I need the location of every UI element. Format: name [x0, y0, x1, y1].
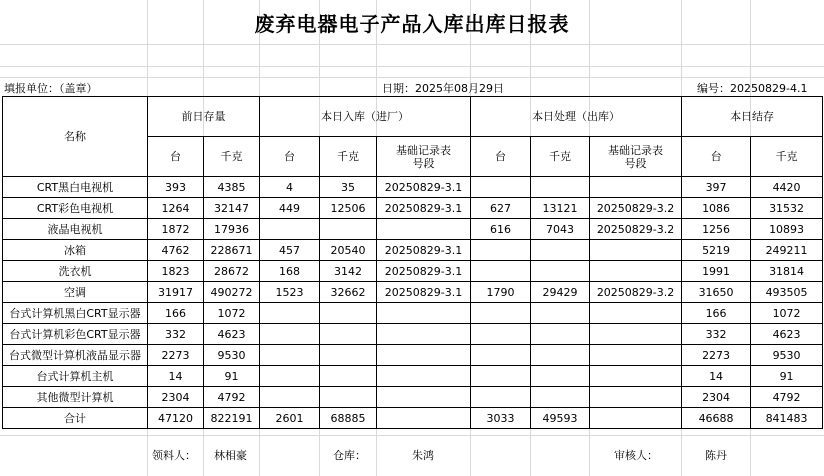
cell-prev-count: 4762 [148, 240, 204, 261]
cell-in-kg [320, 387, 377, 408]
cell-prev-count: 2273 [148, 345, 204, 366]
cell-in-kg [320, 366, 377, 387]
table-body [3, 177, 823, 429]
cell-end-kg: 493505 [751, 282, 823, 303]
table-row [3, 282, 823, 303]
header-out-count: 台 [471, 137, 531, 177]
header-row-group [3, 97, 823, 137]
cell-out-kg [531, 240, 590, 261]
cell-end-kg: 841483 [751, 408, 823, 429]
cell-name: 冰箱 [3, 240, 148, 261]
cell-end-kg: 31814 [751, 261, 823, 282]
cell-in-kg: 3142 [320, 261, 377, 282]
cell-out-record [590, 387, 682, 408]
cell-prev-kg: 822191 [204, 408, 260, 429]
cell-end-kg: 249211 [751, 240, 823, 261]
table-row [3, 324, 823, 345]
cell-end-kg: 91 [751, 366, 823, 387]
cell-end-count: 1086 [682, 198, 751, 219]
cell-name: 液晶电视机 [3, 219, 148, 240]
cell-prev-kg: 4623 [204, 324, 260, 345]
header-prev-kg: 千克 [204, 137, 260, 177]
cell-out-record [590, 261, 682, 282]
inventory-table [2, 96, 823, 429]
cell-prev-kg: 1072 [204, 303, 260, 324]
picker-name: 林相豪 [214, 449, 247, 462]
cell-out-count: 3033 [471, 408, 531, 429]
cell-out-record: 20250829-3.2 [590, 198, 682, 219]
picker-label: 领料人： [152, 449, 196, 462]
cell-end-count: 166 [682, 303, 751, 324]
cell-end-count: 1256 [682, 219, 751, 240]
cell-out-record [590, 324, 682, 345]
cell-out-record [590, 240, 682, 261]
cell-name: 台式计算机主机 [3, 366, 148, 387]
cell-in-count: 4 [260, 177, 320, 198]
cell-out-kg: 13121 [531, 198, 590, 219]
cell-out-count [471, 261, 531, 282]
cell-out-kg [531, 177, 590, 198]
number-label: 编号： [697, 82, 730, 95]
cell-in-kg: 32662 [320, 282, 377, 303]
cell-in-count: 1523 [260, 282, 320, 303]
cell-in-record [377, 345, 471, 366]
cell-in-kg [320, 345, 377, 366]
cell-out-kg [531, 324, 590, 345]
record-label-line2: 号段 [624, 156, 647, 170]
cell-in-record: 20250829-3.1 [377, 177, 471, 198]
cell-end-count: 46688 [682, 408, 751, 429]
cell-prev-count: 332 [148, 324, 204, 345]
cell-name: 合计 [3, 408, 148, 429]
cell-end-count: 397 [682, 177, 751, 198]
header-prev-stock: 前日存量 [148, 97, 260, 137]
warehouse-name: 朱鸿 [412, 449, 434, 462]
signature-row [0, 440, 824, 470]
cell-in-record [377, 303, 471, 324]
header-in-record [377, 137, 471, 177]
cell-out-count: 616 [471, 219, 531, 240]
cell-in-record: 20250829-3.1 [377, 282, 471, 303]
cell-in-record: 20250829-3.1 [377, 198, 471, 219]
cell-out-count [471, 387, 531, 408]
table-row [3, 240, 823, 261]
cell-name: 空调 [3, 282, 148, 303]
cell-end-kg: 4420 [751, 177, 823, 198]
header-out-record [590, 137, 682, 177]
cell-in-kg: 20540 [320, 240, 377, 261]
cell-in-count: 449 [260, 198, 320, 219]
report-date [382, 80, 504, 96]
header-end-stock: 本日结存 [682, 97, 823, 137]
table-row [3, 408, 823, 429]
cell-in-kg: 35 [320, 177, 377, 198]
header-in-kg: 千克 [320, 137, 377, 177]
date-label: 日期： [382, 82, 415, 95]
cell-end-count: 5219 [682, 240, 751, 261]
header-out-kg: 千克 [531, 137, 590, 177]
cell-out-kg: 7043 [531, 219, 590, 240]
cell-in-record [377, 366, 471, 387]
date-value: 2025年08月29日 [415, 82, 504, 95]
cell-prev-count: 2304 [148, 387, 204, 408]
cell-prev-kg: 91 [204, 366, 260, 387]
grid-line [0, 66, 824, 67]
cell-prev-kg: 4792 [204, 387, 260, 408]
cell-end-count: 332 [682, 324, 751, 345]
table-row [3, 219, 823, 240]
cell-name: 台式微型计算机液晶显示器 [3, 345, 148, 366]
cell-end-kg: 1072 [751, 303, 823, 324]
cell-out-record [590, 303, 682, 324]
cell-end-kg: 31532 [751, 198, 823, 219]
cell-out-record: 20250829-3.2 [590, 219, 682, 240]
cell-name: CRT彩色电视机 [3, 198, 148, 219]
table-row [3, 261, 823, 282]
cell-in-count [260, 324, 320, 345]
cell-end-kg: 4623 [751, 324, 823, 345]
cell-in-count [260, 219, 320, 240]
cell-name: 台式计算机彩色CRT显示器 [3, 324, 148, 345]
cell-in-count: 457 [260, 240, 320, 261]
cell-in-record [377, 408, 471, 429]
header-out-today: 本日处理（出库） [471, 97, 682, 137]
cell-in-kg: 12506 [320, 198, 377, 219]
cell-end-kg: 10893 [751, 219, 823, 240]
cell-out-count [471, 324, 531, 345]
cell-prev-count: 393 [148, 177, 204, 198]
cell-in-kg [320, 324, 377, 345]
record-label-line1: 基础记录表 [396, 143, 452, 157]
cell-prev-count: 1872 [148, 219, 204, 240]
reviewer-name: 陈丹 [705, 449, 727, 462]
cell-prev-count: 1264 [148, 198, 204, 219]
cell-end-count: 14 [682, 366, 751, 387]
report-number [697, 80, 807, 96]
cell-out-record [590, 408, 682, 429]
cell-name: 台式计算机黑白CRT显示器 [3, 303, 148, 324]
record-label-line1: 基础记录表 [608, 143, 664, 157]
cell-end-kg: 4792 [751, 387, 823, 408]
header-in-today: 本日入库（进厂） [260, 97, 471, 137]
cell-in-record [377, 324, 471, 345]
cell-prev-count: 14 [148, 366, 204, 387]
cell-out-kg [531, 261, 590, 282]
warehouse-label: 仓库： [333, 449, 366, 462]
cell-in-count [260, 366, 320, 387]
cell-prev-kg: 490272 [204, 282, 260, 303]
cell-out-record [590, 366, 682, 387]
header-in-count: 台 [260, 137, 320, 177]
cell-prev-count: 166 [148, 303, 204, 324]
grid-line [0, 435, 824, 436]
cell-in-record: 20250829-3.1 [377, 261, 471, 282]
cell-prev-kg: 228671 [204, 240, 260, 261]
reporting-unit [4, 80, 98, 96]
cell-out-kg [531, 387, 590, 408]
cell-out-kg [531, 366, 590, 387]
cell-prev-kg: 9530 [204, 345, 260, 366]
cell-in-count [260, 303, 320, 324]
cell-name: CRT黑白电视机 [3, 177, 148, 198]
cell-end-kg: 9530 [751, 345, 823, 366]
cell-out-kg [531, 345, 590, 366]
cell-out-kg: 49593 [531, 408, 590, 429]
grid-line [0, 44, 824, 45]
cell-out-kg [531, 303, 590, 324]
cell-out-count: 627 [471, 198, 531, 219]
cell-prev-kg: 28672 [204, 261, 260, 282]
table-row [3, 303, 823, 324]
cell-prev-count: 1823 [148, 261, 204, 282]
table-row [3, 387, 823, 408]
cell-in-count [260, 387, 320, 408]
cell-in-record [377, 387, 471, 408]
cell-prev-kg: 32147 [204, 198, 260, 219]
cell-out-count [471, 303, 531, 324]
header-prev-count: 台 [148, 137, 204, 177]
cell-in-count: 168 [260, 261, 320, 282]
cell-in-count: 2601 [260, 408, 320, 429]
cell-out-count [471, 345, 531, 366]
cell-name: 洗衣机 [3, 261, 148, 282]
cell-prev-kg: 17936 [204, 219, 260, 240]
cell-end-count: 2304 [682, 387, 751, 408]
cell-prev-count: 31917 [148, 282, 204, 303]
table-row [3, 177, 823, 198]
cell-end-count: 2273 [682, 345, 751, 366]
reporting-unit-label: 填报单位：（盖章） [4, 82, 98, 95]
cell-out-record: 20250829-3.2 [590, 282, 682, 303]
cell-in-kg [320, 303, 377, 324]
header-end-count: 台 [682, 137, 751, 177]
cell-name: 其他微型计算机 [3, 387, 148, 408]
cell-prev-count: 47120 [148, 408, 204, 429]
cell-prev-kg: 4385 [204, 177, 260, 198]
header-name: 名称 [3, 97, 148, 177]
cell-in-kg [320, 219, 377, 240]
cell-in-count [260, 345, 320, 366]
cell-end-count: 1991 [682, 261, 751, 282]
cell-out-record [590, 177, 682, 198]
cell-out-count: 1790 [471, 282, 531, 303]
cell-in-record: 20250829-3.1 [377, 240, 471, 261]
report-title: 废弃电器电子产品入库出库日报表 [254, 12, 570, 36]
cell-out-count [471, 240, 531, 261]
header-end-kg: 千克 [751, 137, 823, 177]
grid-line [0, 77, 824, 78]
record-label-line2: 号段 [412, 156, 435, 170]
table-row [3, 366, 823, 387]
cell-in-kg: 68885 [320, 408, 377, 429]
cell-end-count: 31650 [682, 282, 751, 303]
table-row [3, 345, 823, 366]
cell-out-count [471, 177, 531, 198]
cell-in-record [377, 219, 471, 240]
table-row [3, 198, 823, 219]
cell-out-kg: 29429 [531, 282, 590, 303]
reviewer-label: 审核人： [614, 449, 658, 462]
number-value: 20250829-4.1 [730, 82, 808, 95]
cell-out-count [471, 366, 531, 387]
cell-out-record [590, 345, 682, 366]
